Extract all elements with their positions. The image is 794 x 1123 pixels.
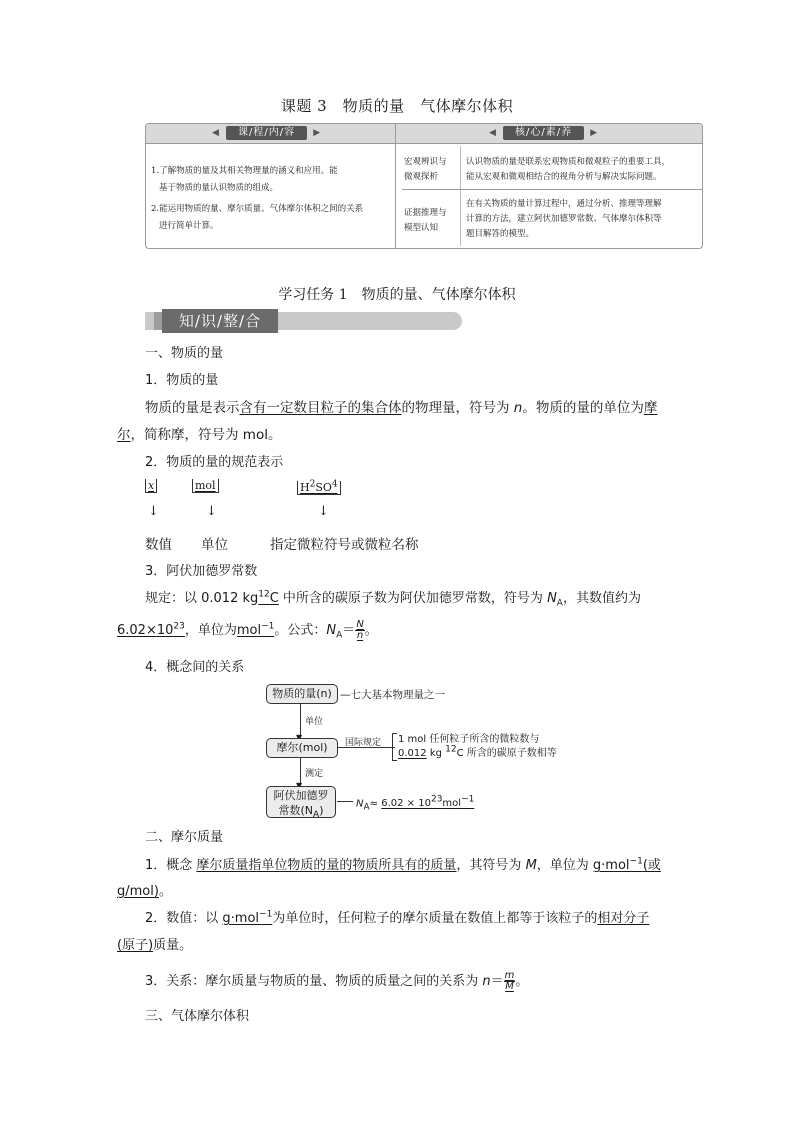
diagram-connector	[337, 801, 353, 802]
heading-gas-molar-volume: 三、气体摩尔体积	[145, 1009, 250, 1024]
molar-mass-concept: 1．概念 摩尔质量指单位物质的量的物质所具有的质量，其符号为 M，单位为 g·mol$^{-1}$(或	[145, 856, 661, 873]
literacy-1-label-b: 微观探析	[404, 172, 439, 182]
sub-heading-4: 4．概念间的关系	[145, 660, 245, 675]
notation-unit-box: mol	[192, 479, 219, 492]
formula-fraction: $\frac{m}{M}$	[504, 970, 515, 992]
diagram-bracket	[392, 733, 397, 761]
molar-mass-relation: 3．关系：摩尔质量与物质的量、物质的质量之间的关系为 n＝ $\frac{m}{M}$ 。	[145, 970, 529, 992]
arrow-label-measure: 测定	[305, 769, 324, 779]
literacy-2-text-c: 题目解答的模型。	[466, 229, 535, 239]
sub-heading-3: 3．阿伏加德罗常数	[145, 564, 258, 579]
molar-mass-concept-cont: g/mol)。	[117, 884, 172, 899]
label-particle: 指定微粒符号或微粒名称	[270, 537, 419, 553]
heading-molar-mass: 二、摩尔质量	[145, 830, 224, 845]
mole-definition-1: 1 mol 任何粒子所含的微粒数与	[398, 734, 540, 745]
international-rule-label: 国际规定	[345, 738, 382, 748]
course-content-label: ◀ 课/程/内/容 ▶	[226, 126, 307, 140]
blank-answer: g/mol)	[117, 884, 159, 899]
blank-answer: $6.02\times 10^{23}$	[117, 621, 185, 638]
concept-box-avogadro: 阿伏加德罗 常数$(N_A)$	[266, 786, 336, 818]
label-unit: 单位	[201, 537, 228, 553]
course-line-1: 1.了解物质的量及其相关物理量的涵义和应用。能	[151, 166, 338, 176]
blank-answer: 含有一定数目粒子的集合体	[239, 400, 402, 416]
notation-value-box: x	[145, 479, 157, 492]
arrow-down-icon: ↓	[206, 504, 217, 519]
literacy-2-label-b: 模型认知	[404, 223, 439, 233]
paragraph-1-cont: 尔，简称摩，符号为 mol。	[117, 427, 282, 443]
label-divider	[460, 146, 461, 246]
concept-box-amount: 物质的量(n)	[266, 684, 338, 704]
course-line-3: 2.能运用物质的量、摩尔质量、气体摩尔体积之间的关系	[151, 204, 364, 214]
literacy-2-text-b: 计算的方法，建立阿伏加德罗常数、气体摩尔体积等	[466, 214, 662, 224]
literacy-2-text-a: 在有关物质的量计算过程中，通过分析、推理等理解	[466, 199, 662, 209]
formula-fraction: $\frac{N}{n}$	[356, 619, 364, 641]
column-divider	[395, 124, 396, 248]
arrow-down-icon: ↓	[148, 504, 159, 519]
row-divider	[402, 189, 702, 190]
section-banner	[145, 312, 462, 330]
literacy-2-label-a: 证据推理与	[404, 208, 447, 218]
lesson-title: 课题 3 物质的量 气体摩尔体积	[280, 97, 514, 115]
course-header-table	[145, 123, 703, 249]
concept-note: —七大基本物理量之一	[340, 689, 445, 701]
sub-heading-2: 2．物质的量的规范表示	[145, 455, 284, 470]
paragraph-avogadro: 规定：以 0.012 $kg^{12}C$ 中所含的碳原子数为阿伏加德罗常数，符号为 $N_A$，其数值约为	[145, 589, 641, 609]
sub-heading-1: 1．物质的量	[145, 373, 219, 388]
literacy-1-text-b: 能从宏观和微观相结合的视角分析与解决实际问题。	[466, 172, 662, 182]
diagram-connector	[300, 703, 301, 737]
arrow-label-unit: 单位	[305, 717, 324, 727]
blank-answer: 摩	[643, 400, 658, 416]
course-line-2: 基于物质的量认识物质的组成。	[159, 183, 279, 193]
blank-answer: mol$^{-1}$	[236, 621, 275, 638]
notation-particle-box: $H^2SO^4$	[297, 479, 341, 494]
blank-answer: 尔	[117, 427, 131, 443]
avogadro-value: $N_A\approx 6.02 \times 10^{23}mol^{-1}$	[356, 795, 475, 813]
blank-answer: 摩尔质量指单位物质的量的物质所具有的质量	[196, 858, 457, 873]
blank-answer: g·mol$^{-1}$	[222, 909, 273, 926]
literacy-1-label-a: 宏观辨识与	[404, 157, 447, 167]
core-literacy-label: ◀ 核/心/素/养 ▶	[503, 126, 584, 140]
label-value: 数值	[145, 537, 172, 553]
course-line-4: 进行简单计算。	[159, 221, 219, 231]
blank-answer: (原子)	[117, 938, 154, 953]
blank-answer: $^{12}$C	[258, 589, 279, 606]
blank-answer: g·mol$^{-1}$(或	[592, 856, 661, 873]
paragraph-avogadro-cont: $6.02\times 10^{23}$，单位为mol$^{-1}$。公式：$N_A=$ $\frac{N}{n}$ 。	[117, 619, 378, 641]
blank-answer: 相对分子	[597, 911, 650, 926]
molar-mass-value-cont: (原子)质量。	[117, 938, 193, 953]
paragraph-1: 物质的量是表示含有一定数目粒子的集合体的物理量，符号为 n。物质的量的单位为摩	[145, 400, 658, 416]
banner-label: 知/识/整/合	[162, 309, 278, 333]
heading-amount-of-substance: 一、物质的量	[145, 346, 224, 361]
arrow-down-icon: ↓	[318, 504, 329, 519]
task-title: 学习任务 1 物质的量、气体摩尔体积	[278, 287, 516, 303]
molar-mass-value: 2．数值：以 g·mol$^{-1}$为单位时，任何粒子的摩尔质量在数值上都等于该粒子的相对分子	[145, 909, 650, 926]
concept-box-mole: 摩尔(mol)	[266, 738, 338, 758]
literacy-1-text-a: 认识物质的量是联系宏观物质和微观粒子的重要工具，	[466, 157, 671, 167]
mole-definition-2: 0.012 kg $^{12}$C 所含的碳原子数相等	[398, 744, 557, 759]
